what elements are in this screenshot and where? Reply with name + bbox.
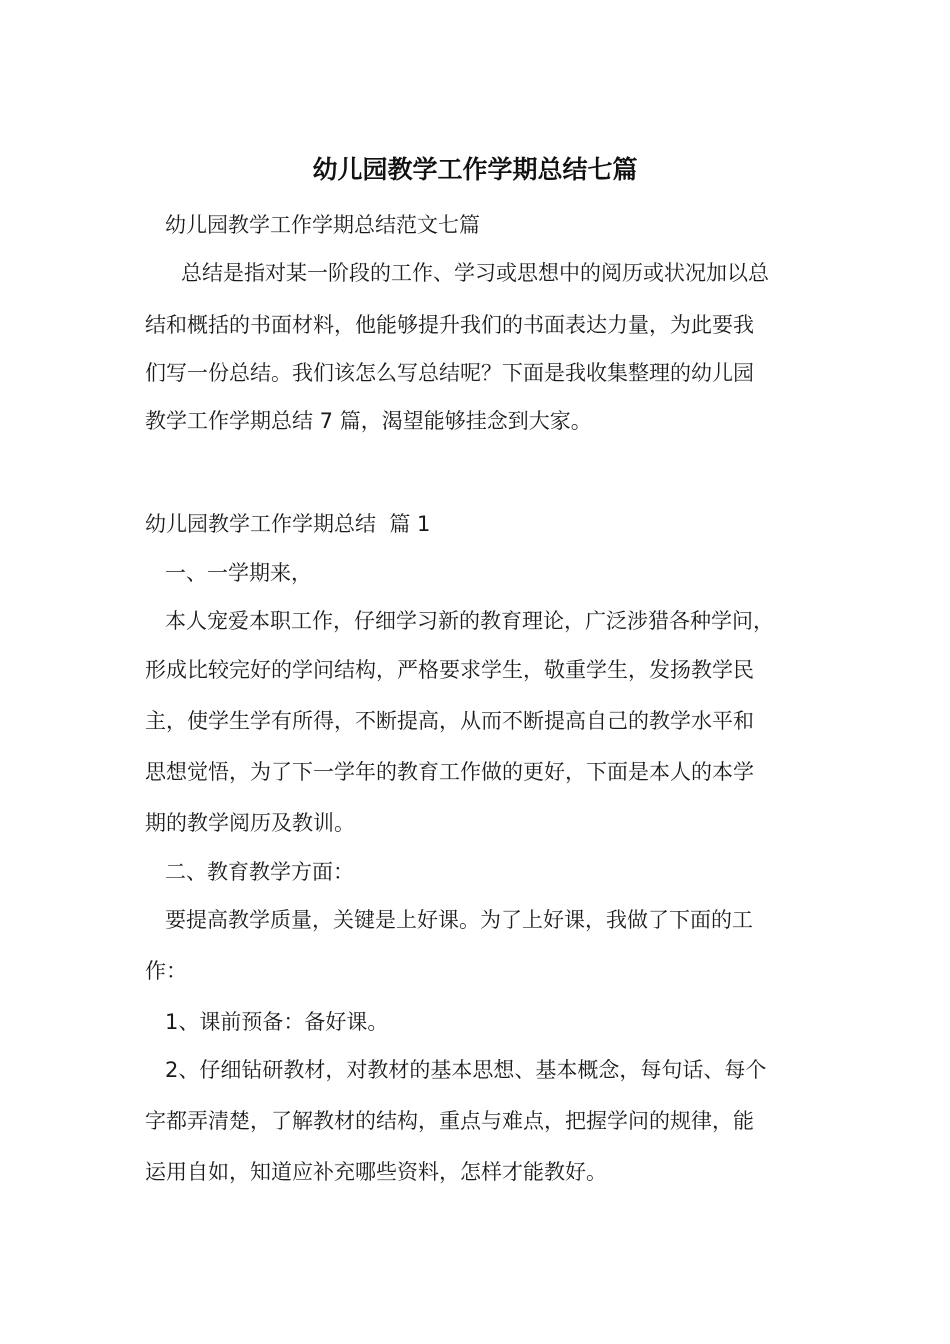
intro-line-2: 结和概括的书面材料，他能够提升我们的书面表达力量，为此要我 xyxy=(145,313,754,337)
part1-line-3: 主，使学生学有所得，不断提高，从而不断提高自己的教学水平和 xyxy=(145,709,754,733)
part1-line-5: 期的教学阅历及教训。 xyxy=(145,811,355,835)
part1-line-2: 形成比较完好的学问结构，严格要求学生，敬重学生，发扬教学民 xyxy=(145,658,754,682)
intro-line-4: 教学工作学期总结 7 篇，渴望能够挂念到大家。 xyxy=(145,409,592,433)
part2-line-1: 要提高教学质量，关键是上好课。为了上好课，我做了下面的工 xyxy=(165,908,753,932)
section-heading: 幼儿园教学工作学期总结 篇 1 xyxy=(145,512,431,536)
document-subtitle: 幼儿园教学工作学期总结范文七篇 xyxy=(165,213,480,237)
part1-heading: 一、一学期来， xyxy=(165,561,312,585)
list-item-2-line-3: 运用自如，知道应补充哪些资料，怎样才能教好。 xyxy=(145,1160,607,1184)
part1-line-1: 本人宠爱本职工作，仔细学习新的教育理论，广泛涉猎各种学问， xyxy=(165,609,774,633)
list-item-2-line-1: 2、仔细钻研教材，对教材的基本思想、基本概念，每句话、每个 xyxy=(165,1058,767,1082)
intro-line-3: 们写一份总结。我们该怎么写总结呢？下面是我收集整理的幼儿园 xyxy=(145,361,754,385)
intro-line-1: 总结是指对某一阶段的工作、学习或思想中的阅历或状况加以总 xyxy=(181,261,769,285)
part1-line-4: 思想觉悟，为了下一学年的教育工作做的更好，下面是本人的本学 xyxy=(145,760,754,784)
list-item-2-line-2: 字都弄清楚，了解教材的结构，重点与难点，把握学问的规律，能 xyxy=(145,1109,754,1133)
list-item-1: 1、课前预备：备好课。 xyxy=(165,1010,389,1034)
document-title: 幼儿园教学工作学期总结七篇 xyxy=(312,155,638,184)
part2-heading: 二、教育教学方面： xyxy=(165,860,354,884)
part2-line-2: 作： xyxy=(145,959,187,983)
